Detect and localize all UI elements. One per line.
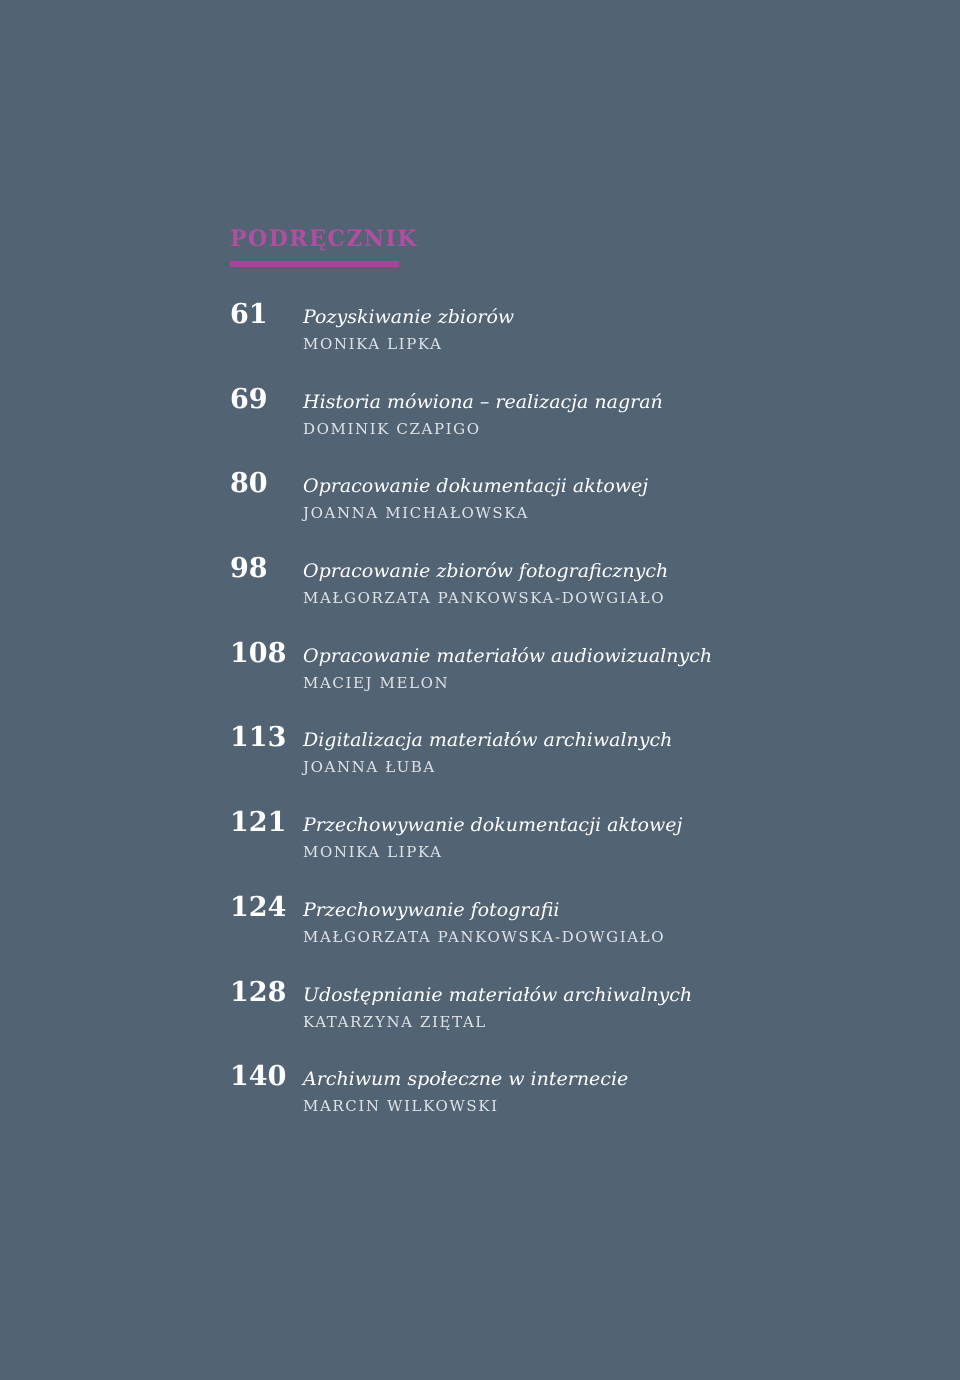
toc-chapter-title[interactable]: Opracowanie dokumentacji aktowej	[303, 475, 649, 498]
toc-author: JOANNA MICHAŁOWSKA	[303, 504, 529, 523]
toc-page-number: 121	[230, 807, 287, 839]
section-heading: PODRĘCZNIK	[230, 226, 418, 252]
toc-author: MONIKA LIPKA	[303, 335, 443, 353]
toc-chapter-title[interactable]: Pozyskiwanie zbiorów	[303, 306, 515, 328]
toc-page-number: 80	[230, 468, 268, 500]
toc-page-number: 108	[230, 637, 287, 669]
toc-entry[interactable]	[0, 723, 960, 808]
toc-entry[interactable]	[0, 1062, 960, 1147]
toc-entry[interactable]	[0, 385, 960, 470]
toc-entry[interactable]	[0, 300, 960, 385]
toc-page-number: 128	[230, 976, 287, 1008]
toc-entry[interactable]	[0, 808, 960, 893]
toc-author: MACIEJ MELON	[303, 673, 450, 692]
toc-author: MAŁGORZATA PANKOWSKA-DOWGIAŁO	[303, 589, 666, 608]
toc-author: DOMINIK CZAPIGO	[303, 419, 481, 438]
toc-entry[interactable]	[0, 639, 960, 724]
toc-author: MARCIN WILKOWSKI	[303, 1097, 499, 1116]
toc-page-number: 98	[230, 553, 268, 585]
toc-chapter-title[interactable]: Przechowywanie dokumentacji aktowej	[303, 814, 683, 837]
toc-page-number: 124	[230, 891, 287, 923]
toc-list	[0, 300, 960, 1147]
heading-underline	[230, 261, 399, 267]
toc-page-number: 113	[230, 722, 287, 754]
toc-entry[interactable]	[0, 469, 960, 554]
toc-page-number: 69	[230, 383, 268, 415]
toc-author: MAŁGORZATA PANKOWSKA-DOWGIAŁO	[303, 927, 666, 946]
toc-author: MONIKA LIPKA	[303, 843, 443, 862]
toc-chapter-title[interactable]: Historia mówiona – realizacja nagrań	[303, 390, 663, 413]
toc-chapter-title[interactable]: Opracowanie zbiorów fotograficznych	[303, 560, 669, 583]
toc-entry[interactable]	[0, 554, 960, 639]
toc-page-number: 140	[230, 1061, 287, 1093]
toc-chapter-title[interactable]: Przechowywanie fotografii	[303, 898, 560, 921]
toc-author: KATARZYNA ZIĘTAL	[303, 1012, 487, 1031]
toc-entry[interactable]	[0, 978, 960, 1063]
toc-author: JOANNA ŁUBA	[303, 758, 436, 777]
toc-page-number: 61	[230, 299, 268, 330]
toc-chapter-title[interactable]: Udostępnianie materiałów archiwalnych	[303, 983, 693, 1006]
toc-chapter-title[interactable]: Opracowanie materiałów audiowizualnych	[303, 644, 713, 667]
toc-chapter-title[interactable]: Digitalizacja materiałów archiwalnych	[303, 729, 673, 752]
toc-chapter-title[interactable]: Archiwum społeczne w internecie	[303, 1068, 629, 1091]
toc-entry[interactable]	[0, 893, 960, 978]
